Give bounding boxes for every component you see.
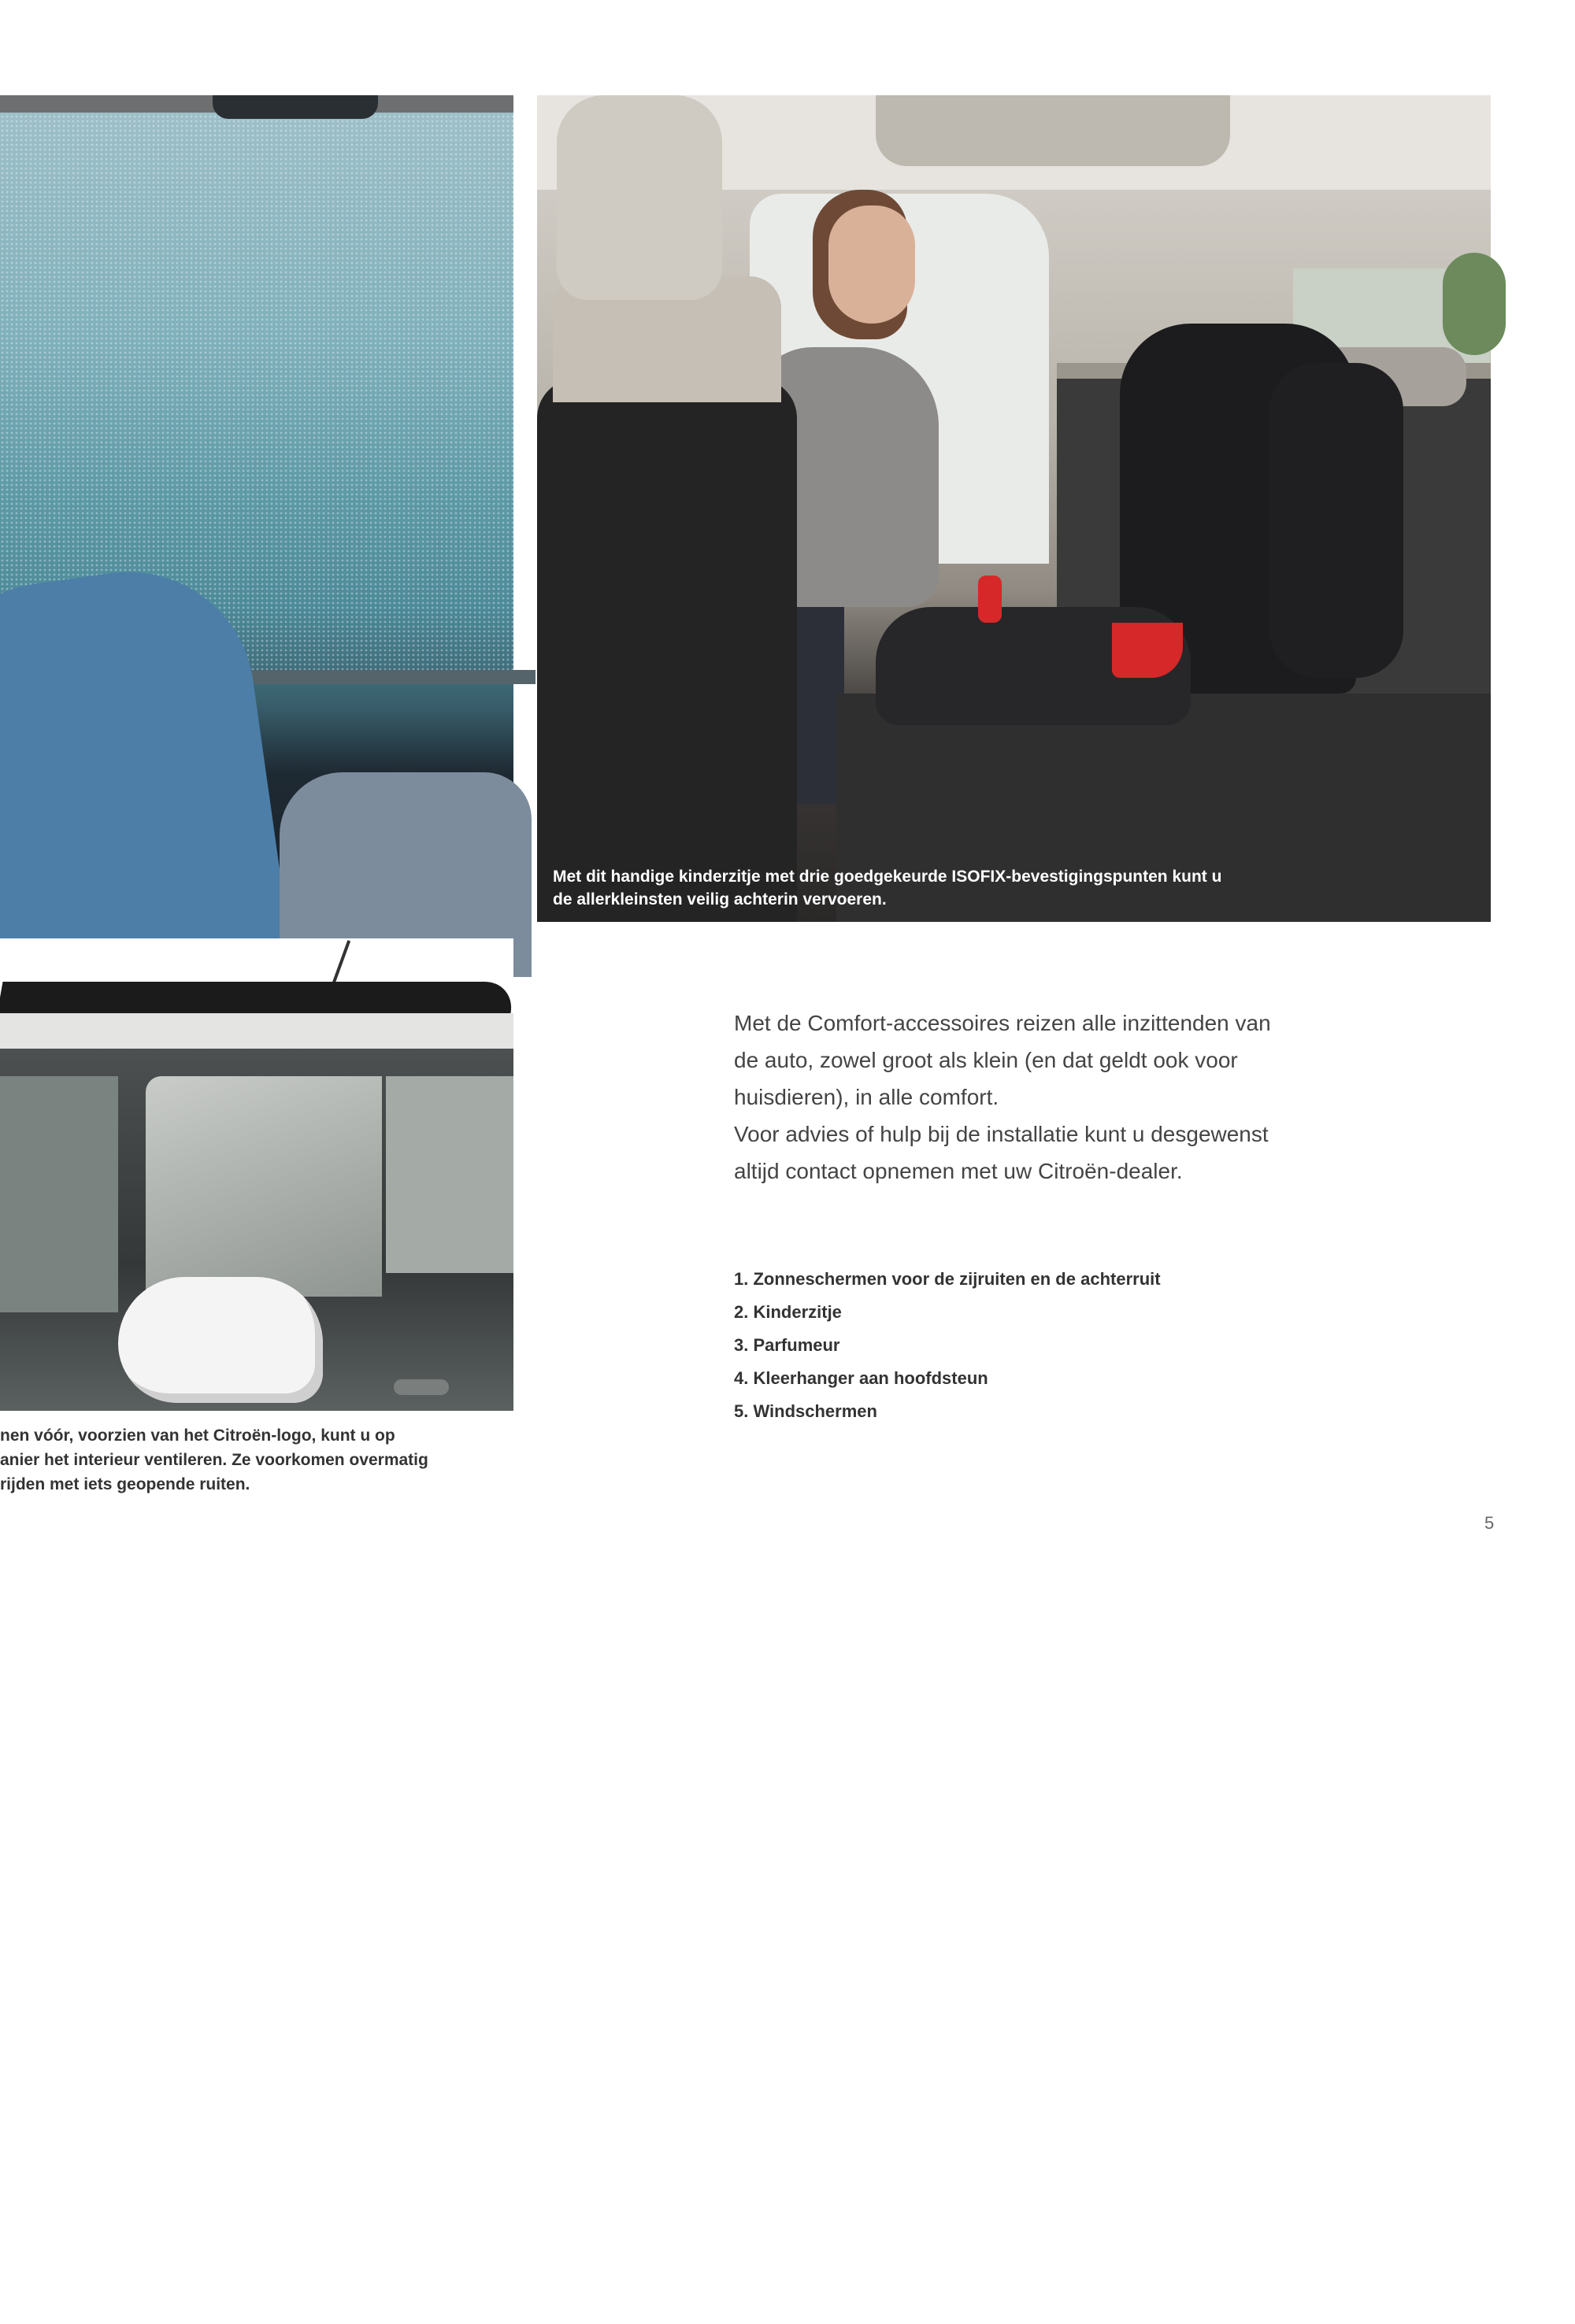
list-item: 4. Kleerhanger aan hoofdsteun	[734, 1368, 988, 1388]
accessory-list	[734, 1263, 1301, 1428]
intro-text	[734, 1005, 1301, 1190]
list-item: 3. Parfumeur	[734, 1335, 840, 1355]
isofix-red-guide	[1112, 623, 1183, 678]
woman-face	[828, 205, 915, 324]
photo-number-5: 5	[473, 2304, 484, 2323]
belt-guide-red	[978, 575, 1002, 623]
sunroof	[876, 95, 1230, 166]
windshield	[0, 1076, 118, 1312]
car-roof-white	[0, 1013, 513, 1053]
caption-line: nen vóór, voorzien van het Citroën-logo, kunt u op	[0, 1427, 395, 1445]
list-item: 5. Windschermen	[734, 1401, 877, 1421]
front-door-window	[146, 1076, 382, 1297]
child-seat-photo	[537, 95, 1491, 995]
child-seat-wing	[1269, 363, 1403, 678]
tree	[1443, 253, 1506, 355]
photo-caption	[553, 865, 1301, 911]
caption-line: de allerkleinsten veilig achterin vervoeren.	[553, 890, 887, 909]
door-handle	[394, 1379, 449, 1395]
intro-paragraph: Met de Comfort-accessoires reizen alle inzittenden van de auto, zowel groot als klein (en dat geldt ook voor huisdieren), in alle comfort.	[734, 1011, 1271, 1109]
window-sill	[220, 670, 536, 684]
caption-line: anier het interieur ventileren. Ze voorkomen overmatig	[0, 1451, 428, 1469]
sunshade-photo	[0, 95, 513, 922]
list-item: 2. Kinderzitje	[734, 1302, 842, 1322]
side-mirror	[118, 1277, 323, 1403]
rear-mirror	[213, 95, 378, 119]
rear-door-window	[386, 1076, 513, 1273]
intro-paragraph: Voor advies of hulp bij de installatie kunt u desgewenst altijd contact opnemen met uw Citroën-dealer.	[734, 1122, 1269, 1183]
photo5-caption	[0, 1423, 504, 1497]
page-number: 5	[1484, 1513, 1495, 1533]
caption-line: Met dit handige kinderzitje met drie goedgekeurde ISOFIX-bevestigingspunten kunt u	[553, 868, 1222, 886]
roof-rail	[0, 982, 517, 1013]
front-seat	[537, 379, 797, 922]
list-item: 1. Zonneschermen voor de zijruiten en de achterruit	[734, 1269, 1161, 1289]
photo-number-2: 2	[1445, 975, 1455, 995]
front-headrest	[557, 95, 722, 300]
caption-line: rijden met iets geopende ruiten.	[0, 1475, 250, 1493]
